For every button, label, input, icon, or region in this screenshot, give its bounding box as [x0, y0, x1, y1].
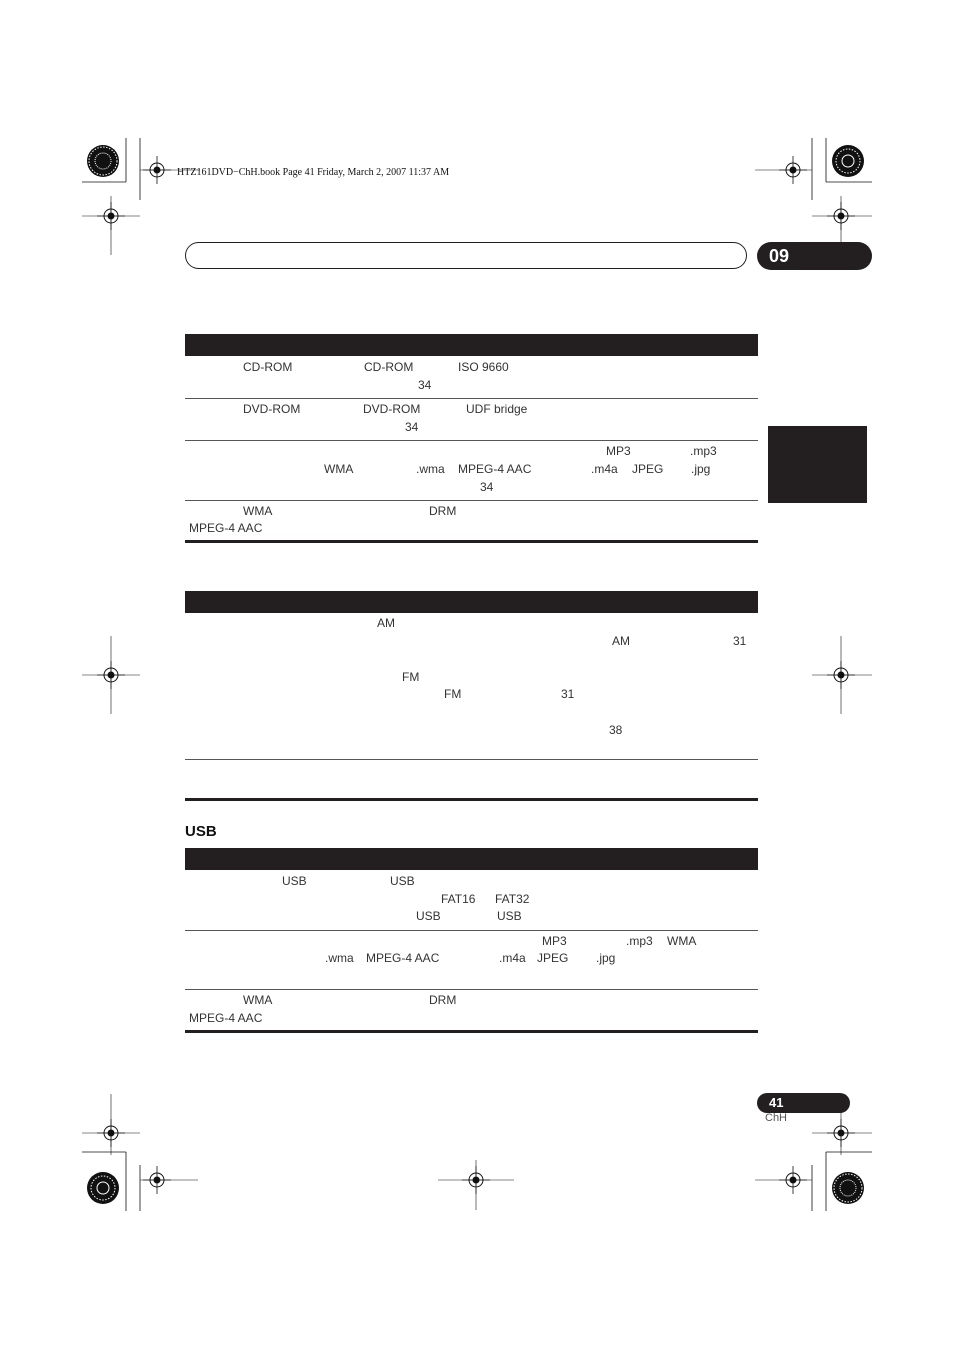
table-bottom-rule: [185, 540, 758, 543]
table-cell: MPEG-4 AAC: [189, 1011, 263, 1025]
side-tab: [768, 426, 867, 503]
row-divider: [185, 398, 758, 399]
row-divider: [185, 989, 758, 990]
table-cell: WMA: [243, 993, 273, 1007]
table-cell: .wma: [325, 951, 354, 965]
table-cell: DRM: [429, 504, 457, 518]
table-cell: MPEG-4 AAC: [366, 951, 440, 965]
table-cell: .jpg: [691, 462, 711, 476]
table-cell: .mp3: [626, 934, 653, 948]
page-number-badge: 41: [757, 1093, 850, 1113]
table-cell: JPEG: [537, 951, 569, 965]
page-ref: 34: [418, 378, 432, 392]
table-cell: MPEG-4 AAC: [458, 462, 532, 476]
page-ref: 31: [561, 687, 575, 701]
table-cell: WMA: [324, 462, 354, 476]
table-cell: .jpg: [596, 951, 616, 965]
table-cell: FAT16: [441, 892, 476, 906]
table-bottom-rule: [185, 798, 758, 801]
table-cell: MP3: [542, 934, 567, 948]
page-ref: 34: [405, 420, 419, 434]
table-cell: DVD-ROM: [363, 402, 421, 416]
table-cell: FM: [402, 670, 420, 684]
table-cell: .m4a: [499, 951, 526, 965]
table-cell: USB: [497, 909, 522, 923]
table-cell: .mp3: [690, 444, 717, 458]
row-divider: [185, 440, 758, 441]
usb-table-header: [185, 848, 758, 870]
page-ref: 38: [609, 723, 623, 737]
table-cell: USB: [416, 909, 441, 923]
row-divider: [185, 759, 758, 760]
table-cell: .wma: [416, 462, 445, 476]
table-cell: CD-ROM: [364, 360, 414, 374]
table-cell: ISO 9660: [458, 360, 509, 374]
table-cell: DRM: [429, 993, 457, 1007]
usb-section-heading: USB: [185, 823, 217, 840]
book-info-line: HTZ161DVD−ChH.book Page 41 Friday, March 2, 2007 11:37 AM: [177, 167, 450, 178]
table-cell: .m4a: [591, 462, 618, 476]
table-cell: AM: [612, 634, 630, 648]
table-cell: WMA: [667, 934, 697, 948]
chapter-title-pill: [185, 242, 747, 269]
page-ref: 31: [733, 634, 747, 648]
table-cell: USB: [282, 874, 307, 888]
table-cell: AM: [377, 616, 395, 630]
table-cell: CD-ROM: [243, 360, 293, 374]
table-bottom-rule: [185, 1030, 758, 1033]
table-cell: UDF bridge: [466, 402, 528, 416]
table-cell: MPEG-4 AAC: [189, 521, 263, 535]
table-cell: FAT32: [495, 892, 530, 906]
row-divider: [185, 930, 758, 931]
chapter-number-badge: 09: [757, 242, 872, 270]
language-code: ChH: [765, 1112, 788, 1124]
table-cell: WMA: [243, 504, 273, 518]
table-cell: MP3: [606, 444, 631, 458]
table-cell: JPEG: [632, 462, 664, 476]
table-cell: FM: [444, 687, 462, 701]
tuner-table-header: [185, 591, 758, 613]
table-cell: DVD-ROM: [243, 402, 301, 416]
table-cell: USB: [390, 874, 415, 888]
row-divider: [185, 500, 758, 501]
page-ref: 34: [480, 480, 494, 494]
disc-table-header: [185, 334, 758, 356]
